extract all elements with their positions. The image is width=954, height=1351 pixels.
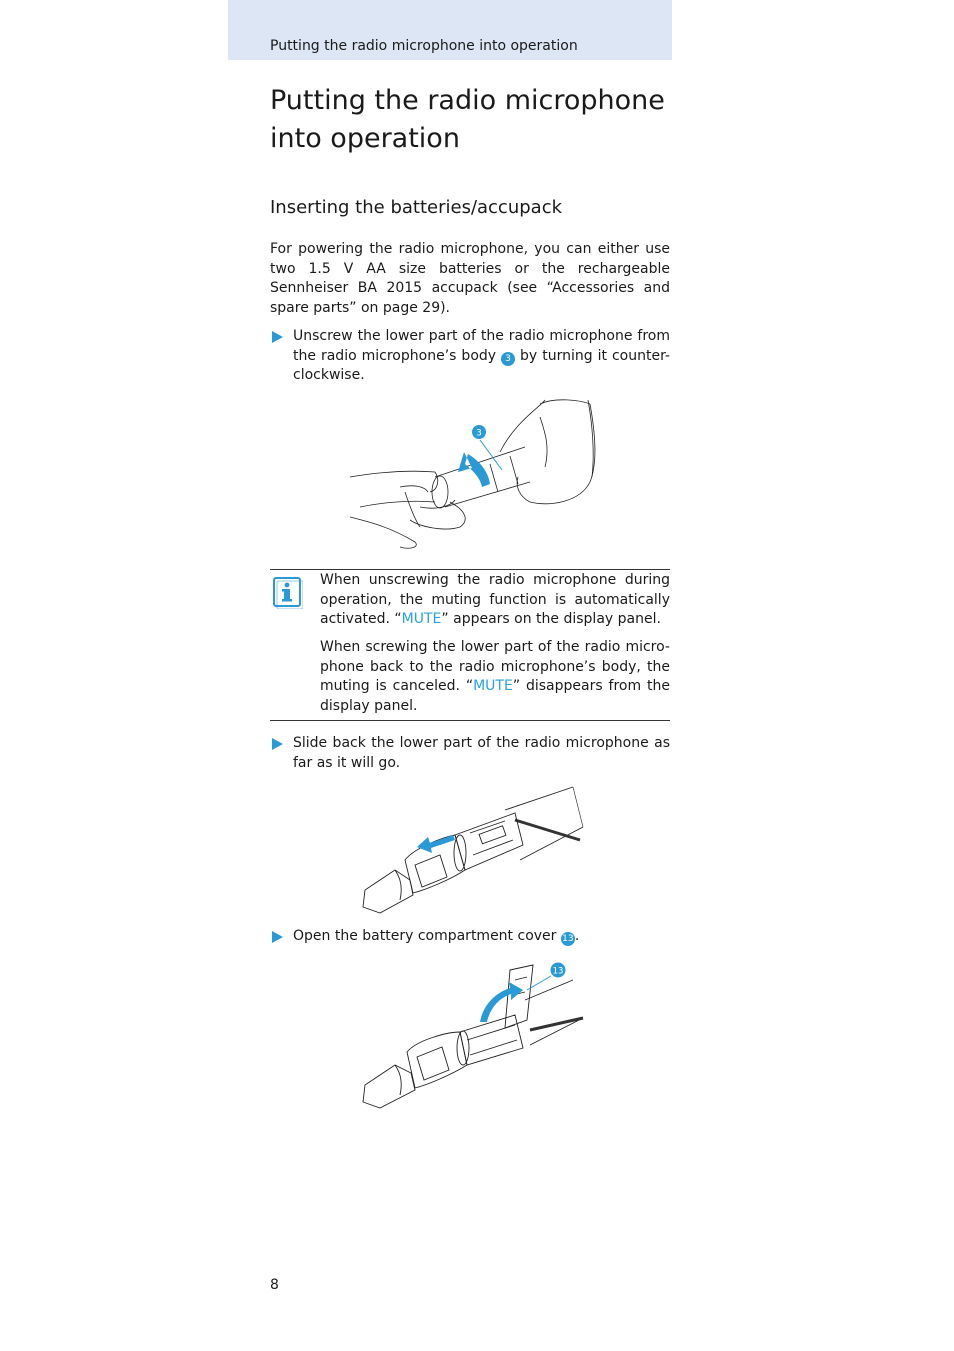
play-triangle-icon <box>272 738 283 750</box>
note-top-rule <box>270 569 670 570</box>
step-slide-back <box>270 734 670 773</box>
mute-display-text: MUTE <box>473 678 513 694</box>
note-text-part: When screwing the lower part of the radio micro-phone back to the radio microphone’s body, the muting is canceled. “ <box>320 639 670 694</box>
section-heading: Inserting the batteries/accupack <box>270 197 563 218</box>
slide-arrow-icon <box>417 835 455 853</box>
step-unscrew <box>270 327 670 386</box>
figure-unscrew <box>340 392 610 562</box>
step-unscrew-text <box>293 327 670 386</box>
callout-number: 3 <box>501 352 515 366</box>
note-text-part: ” appears on the display panel. <box>441 611 661 627</box>
rotate-arrow-icon <box>458 452 490 487</box>
step-text-part: by turning it counter-clockwise. <box>293 347 670 383</box>
play-triangle-icon <box>272 931 283 943</box>
note-paragraph-1 <box>320 571 670 630</box>
note-bottom-rule <box>270 720 670 721</box>
play-triangle-icon <box>272 331 283 343</box>
info-icon <box>273 577 303 609</box>
note-text-part: ” disappears from the display panel. <box>320 678 670 714</box>
open-arrow-icon <box>480 982 523 1022</box>
page-title: Putting the radio microphone into operation <box>270 85 665 154</box>
note-text-part: When unscrewing the radio microphone during operation, the muting function is automatically activated. “ <box>320 572 670 627</box>
step-open-cover-text <box>293 927 670 947</box>
step-open-cover <box>270 927 670 947</box>
figure-callout-label: 3 <box>476 428 482 439</box>
step-slide-back-text: Slide back the lower part of the radio microphone as far as it will go. <box>293 735 670 771</box>
running-header: Putting the radio microphone into operation <box>270 38 578 54</box>
mute-display-text: MUTE <box>401 611 442 627</box>
step-text-part: . <box>574 928 580 944</box>
figure-slide-back <box>355 785 585 917</box>
page-number: 8 <box>270 1277 279 1293</box>
intro-paragraph: For powering the radio microphone, you can either use two 1.5 V AA size batteries or the rechargeable Sennheiser BA 2015 accupack (see “Accessories and spare parts” on page 29). <box>270 241 670 316</box>
callout-number: 13 <box>562 934 574 944</box>
step-text-part: Open the battery compartment cover <box>293 928 561 944</box>
figure-open-cover <box>355 960 585 1110</box>
figure-callout-label: 13 <box>552 966 564 977</box>
step-text-part: Unscrew the lower part of the radio microphone from the radio microphone’s body <box>293 328 670 364</box>
note-paragraph-2 <box>320 638 670 716</box>
